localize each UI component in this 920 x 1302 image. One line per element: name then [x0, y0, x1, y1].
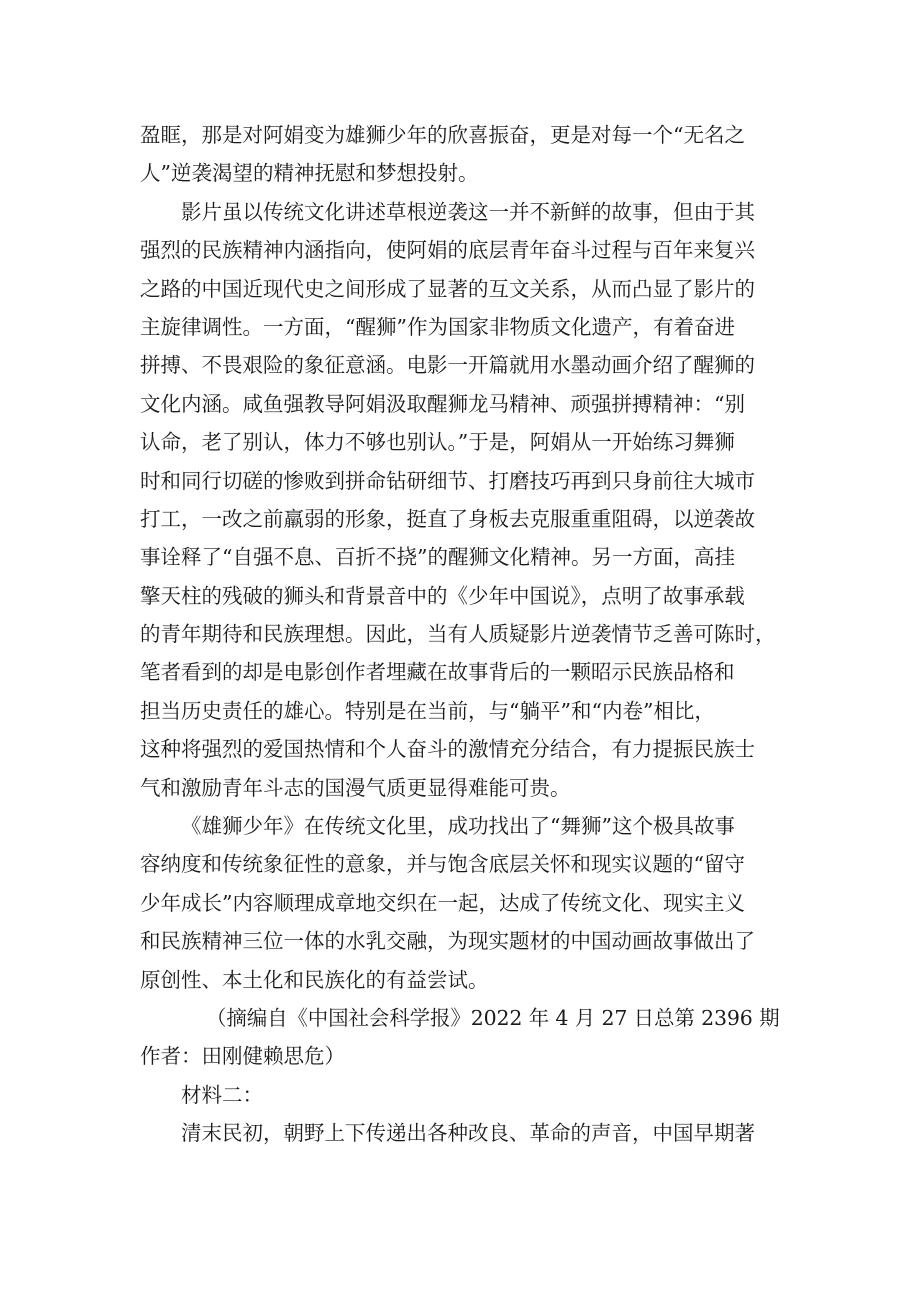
- article-body: [140, 116, 780, 1153]
- text-line: 少年成长”内容顺理成章地交织在一起，达成了传统文化、现实主义: [140, 890, 745, 915]
- text-line: 《雄狮少年》在传统文化里，成功找出了“舞狮”这个极具故事: [181, 814, 735, 839]
- text-line: 时和同行切磋的惨败到拼命钻研细节、打磨技巧再到只身前往大城市: [140, 468, 755, 493]
- text-line: 气和激励青年斗志的国漫气质更显得难能可贵。: [140, 775, 571, 800]
- text-line: 盈眶，那是对阿娟变为雄狮少年的欣喜振奋，更是对每一个“无名之: [140, 123, 745, 147]
- text-line: 之路的中国近现代史之间形成了显著的互文关系，从而凸显了影片的: [140, 276, 755, 301]
- text-line: 担当历史责任的雄心。特别是在当前，与“躺平”和“内卷”相比，: [140, 698, 715, 723]
- text-line: 拼搏、不畏艰险的象征意涵。电影一开篇就用水墨动画介绍了醒狮的: [140, 353, 755, 378]
- text-line: 容纳度和传统象征性的意象，并与饱含底层关怀和现实议题的“留守: [140, 852, 745, 877]
- text-line: 文化内涵。咸鱼强教导阿娟汲取醒狮龙马精神、顽强拼搏精神：“别: [140, 391, 745, 416]
- text-line: 清末民初，朝野上下传递出各种改良、革命的声音，中国早期著: [181, 1121, 755, 1146]
- text-line: 和民族精神三位一体的水乳交融，为现实题材的中国动画故事做出了: [140, 929, 755, 954]
- text-line: 材料二：: [181, 1082, 263, 1107]
- text-line: 的青年期待和民族理想。因此，当有人质疑影片逆袭情节乏善可陈时，: [140, 622, 776, 647]
- text-line: 原创性、本土化和民族化的有益尝试。: [140, 967, 489, 992]
- text-line: 主旋律调性。一方面，“醒狮”作为国家非物质文化遗产，有着奋进: [140, 314, 735, 339]
- text-line: 事诠释了“自强不息、百折不挠”的醒狮文化精神。另一方面，高挂: [140, 545, 735, 570]
- text-line: 作者：田刚健赖思危）: [140, 1044, 345, 1069]
- text-line: 这种将强烈的爱国热情和个人奋斗的激情充分结合，有力提振民族士: [140, 737, 755, 762]
- text-line: 打工，一改之前羸弱的形象，挺直了身板去克服重重阻碍，以逆袭故: [140, 506, 755, 531]
- text-line: （摘编自《中国社会科学报》2022 年 4 月 27 日总第 2396 期: [206, 1005, 780, 1030]
- text-line: 笔者看到的却是电影创作者埋藏在故事背后的一颗昭示民族品格和: [140, 660, 735, 685]
- text-line: 人”逆袭渴望的精神抚慰和梦想投射。: [140, 161, 479, 186]
- text-line: 擎天柱的残破的狮头和背景音中的《少年中国说》，点明了故事承载: [140, 583, 745, 608]
- text-line: 强烈的民族精神内涵指向，使阿娟的底层青年奋斗过程与百年来复兴: [140, 238, 755, 263]
- text-line: 影片虽以传统文化讲述草根逆袭这一并不新鲜的故事，但由于其: [181, 199, 755, 224]
- text-line: 认命，老了别认，体力不够也别认。”于是，阿娟从一开始练习舞狮: [140, 430, 735, 455]
